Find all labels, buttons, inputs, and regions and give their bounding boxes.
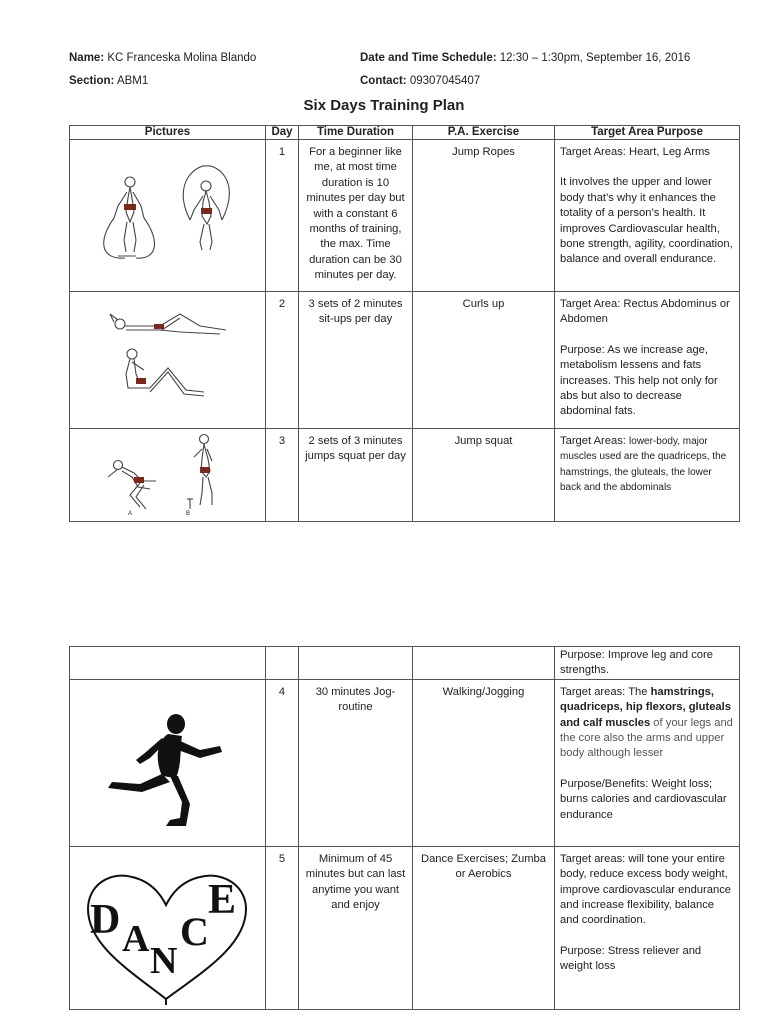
- name-label: Name:: [69, 52, 105, 64]
- target-cell: [555, 140, 740, 292]
- schedule-label: Date and Time Schedule:: [360, 52, 497, 64]
- purpose-text: Purpose: As we increase age, metabolism lessens and fats increases. This help not only for abs but also to decrease abdominal fats.: [560, 343, 718, 418]
- exercise-cell: Curls up: [413, 292, 555, 429]
- col-header-duration: Time Duration: [299, 126, 413, 140]
- jump-rope-illustration: [70, 140, 264, 290]
- duration-cell: 3 sets of 2 minutes sit-ups per day: [299, 292, 413, 429]
- duration-cell: 2 sets of 3 minutes jumps squat per day: [299, 429, 413, 522]
- contact-value: 09307045407: [409, 75, 481, 87]
- training-table-continued: [69, 646, 740, 1010]
- dance-letter: C: [180, 908, 209, 954]
- curl-up-illustration: [70, 292, 264, 427]
- empty-cell: [299, 647, 413, 680]
- dance-heart-illustration: [70, 847, 264, 1007]
- target-bold-muscles: hamstrings, quadriceps, hip flexors, gluteals and calf muscles: [560, 685, 731, 729]
- target-cell: [555, 292, 740, 429]
- exercise-cell: Jump squat: [413, 429, 555, 522]
- contact-line: [360, 75, 480, 87]
- exercise-cell: Walking/Jogging: [413, 679, 555, 846]
- picture-jump-squat: [70, 429, 266, 522]
- target-suffix: of your legs and the core also the arms and upper body although lesser: [560, 716, 733, 760]
- contact-label: Contact:: [360, 75, 407, 87]
- runner-silhouette: [70, 680, 264, 845]
- table-row: [70, 679, 740, 846]
- purpose-text: Purpose: Stress reliever and weight loss: [560, 944, 702, 973]
- target-cell: [555, 846, 740, 1009]
- empty-cell: [413, 647, 555, 680]
- dance-letter: D: [90, 896, 121, 943]
- section-label: Section:: [69, 75, 115, 87]
- purpose-text: Purpose/Benefits: Weight loss; burns calories and cardiovascular endurance: [560, 777, 727, 821]
- day-cell: 2: [266, 292, 299, 429]
- table-header-row: [70, 126, 740, 140]
- section-line: [69, 75, 148, 87]
- purpose-text: It involves the upper and lower body that’s why it enhances the totality of a person’s health. It improves Cardiovascular health, bone strength, agility, coordination, balance and overall endurance.: [560, 176, 733, 266]
- target-label: Target Areas:: [560, 435, 626, 447]
- schedule-value: 12:30 – 1:30pm, September 16, 2016: [499, 52, 691, 64]
- jump-squat-illustration: [70, 429, 264, 520]
- duration-cell: 30 minutes Jog-routine: [299, 679, 413, 846]
- dance-letter: E: [208, 876, 237, 923]
- empty-cell: [266, 647, 299, 680]
- picture-jogging: [70, 679, 266, 846]
- empty-cell: [70, 647, 266, 680]
- duration-cell: Minimum of 45 minutes but can last anytime you want and enjoy: [299, 846, 413, 1009]
- col-header-day: Day: [266, 126, 299, 140]
- picture-dance: [70, 846, 266, 1009]
- page-title: Six Days Training Plan: [303, 97, 465, 114]
- day-cell: 5: [266, 846, 299, 1009]
- dance-letters: [90, 877, 236, 982]
- table-row: [70, 429, 740, 522]
- training-table: [69, 125, 740, 522]
- target-prefix: Target areas: The: [560, 685, 648, 698]
- day-cell: 1: [266, 140, 299, 292]
- target-text: Target Area: Rectus Abdominus or Abdomen: [560, 298, 730, 326]
- col-header-target: Target Area Purpose: [555, 126, 740, 140]
- dance-letter: N: [150, 939, 178, 982]
- duration-cell: For a beginner like me, at most time duration is 10 minutes per day but with a constant 6 months of training, the max. Time duration can be 30 minutes per day.: [299, 140, 413, 292]
- exercise-cell: Jump Ropes: [413, 140, 555, 292]
- day-cell: 3: [266, 429, 299, 522]
- name-value: KC Franceska Molina Blando: [107, 52, 257, 64]
- picture-jump-rope: [70, 140, 266, 292]
- picture-label-a: A: [128, 511, 133, 517]
- target-text: Target areas: will tone your entire body, reduce excess body weight, improve cardiovascular endurance and increase flexibility, balance and coordination.: [560, 852, 732, 927]
- target-text: Target Areas: Heart, Leg Arms: [560, 146, 710, 158]
- table-row: [70, 647, 740, 680]
- purpose-cell: Purpose: Improve leg and core strengths.: [555, 647, 740, 680]
- schedule-line: [360, 52, 690, 64]
- name-line: [69, 52, 256, 64]
- picture-curl-up: [70, 292, 266, 429]
- exercise-cell: Dance Exercises; Zumba or Aerobics: [413, 846, 555, 1009]
- picture-label-b: B: [186, 511, 191, 517]
- target-cell: [555, 679, 740, 846]
- table-row: [70, 140, 740, 292]
- table-row: [70, 846, 740, 1009]
- table-row: [70, 292, 740, 429]
- target-cell: [555, 429, 740, 522]
- day-cell: 4: [266, 679, 299, 846]
- section-value: ABM1: [116, 75, 149, 87]
- dance-letter: A: [122, 917, 150, 960]
- col-header-exercise: P.A. Exercise: [413, 126, 555, 140]
- col-header-pictures: Pictures: [70, 126, 266, 140]
- target-text: lower-body, major muscles used are the quadriceps, the hamstrings, the gluteals, the lower back and the abdominals: [560, 436, 727, 494]
